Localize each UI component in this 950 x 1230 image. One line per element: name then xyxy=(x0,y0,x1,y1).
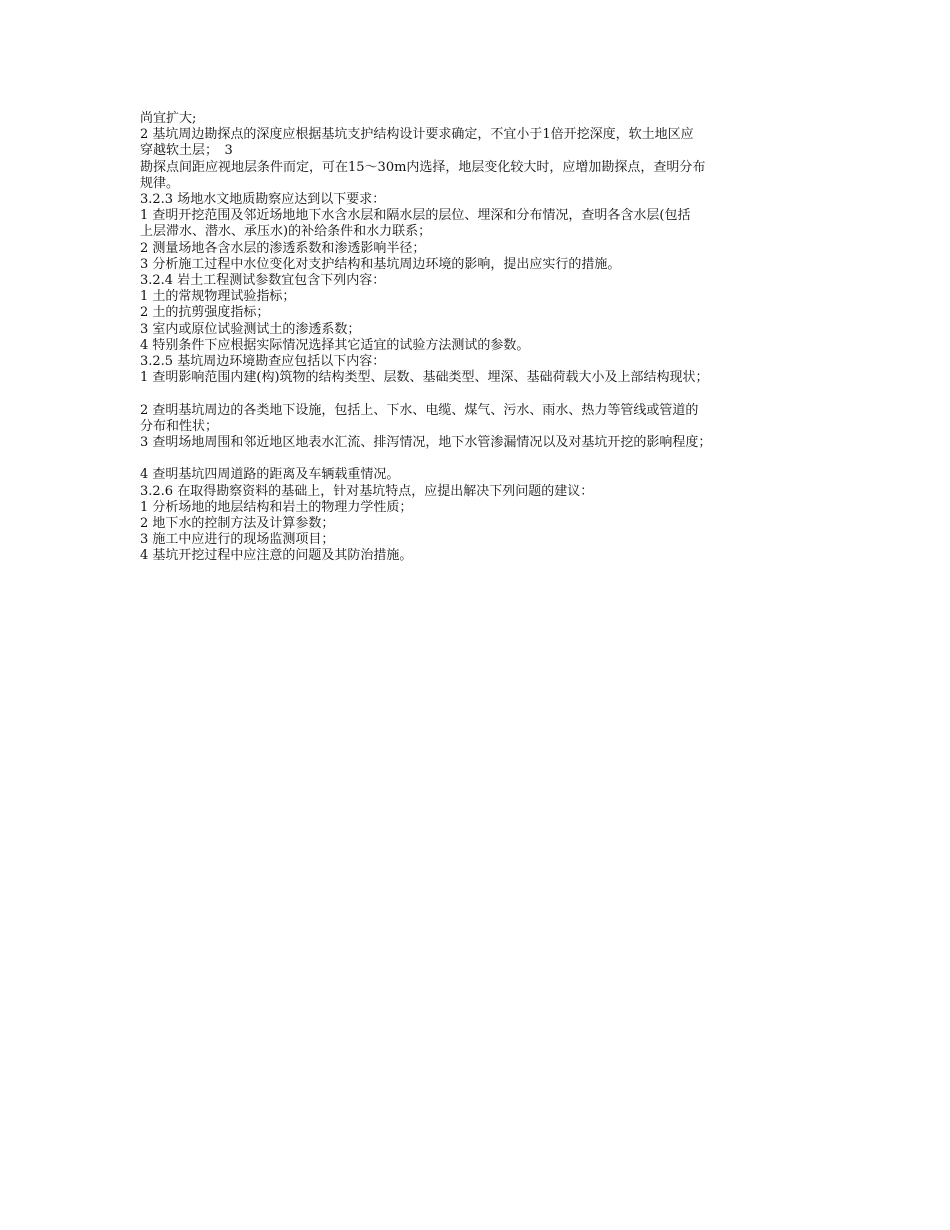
text-line: 1 分析场地的地层结构和岩土的物理力学性质； xyxy=(140,499,413,515)
blank-line xyxy=(140,451,820,467)
text-line: 穿越软土层； 3 xyxy=(140,143,233,159)
blank-line xyxy=(140,386,820,402)
text-line: 2 基坑周边勘探点的深度应根据基坑支护结构设计要求确定，不宜小于1倍开挖深度，软土地区应 xyxy=(140,127,694,143)
text-line: 4 查明基坑四周道路的距离及车辆载重情况。 xyxy=(140,467,400,483)
text-line: 尚宜扩大; xyxy=(140,111,197,126)
text-line: 1 查明开挖范围及邻近场地地下水含水层和隔水层的层位、埋深和分布情况，查明各含水层(包括 xyxy=(140,208,691,224)
text-line: 上层滞水、潜水、承压水)的补给条件和水力联系； xyxy=(140,224,432,240)
text-line: 3 分析施工过程中水位变化对支护结构和基坑周边环境的影响，提出应实行的措施。 xyxy=(140,256,621,272)
text-line: 2 地下水的控制方法及计算参数； xyxy=(140,516,335,532)
text-line: 勘探点间距应视地层条件而定，可在15～30m内选择，地层变化较大时，应增加勘探点，查明分布 xyxy=(140,159,706,175)
text-line: 1 查明影响范围内建(构)筑物的结构类型、层数、基础类型、埋深、基础荷载大小及上部结构现状； xyxy=(140,370,709,386)
text-line: 3 施工中应进行的现场监测项目； xyxy=(140,532,335,548)
text-line: 分布和性状； xyxy=(140,418,219,434)
text-line: 2 土的抗剪强度指标； xyxy=(140,305,270,321)
section-heading: 3.2.4 岩土工程测试参数宜包含下列内容： xyxy=(140,273,386,289)
text-line: 2 测量场地各含水层的渗透系数和渗透影响半径； xyxy=(140,240,426,256)
text-line: 4 基坑开挖过程中应注意的问题及其防治措施。 xyxy=(140,548,413,564)
text-line: 1 土的常规物理试验指标； xyxy=(140,289,296,305)
text-line: 3 室内或原位试验测试土的渗透系数； xyxy=(140,321,361,337)
document-body xyxy=(140,111,820,565)
section-heading: 3.2.6 在取得勘察资料的基础上，针对基坑特点，应提出解决下列问题的建议： xyxy=(140,483,594,499)
text-line: 2 查明基坑周边的各类地下设施，包括上、下水、电缆、煤气、污水、雨水、热力等管线或管道的 xyxy=(140,402,699,418)
text-line: 规律。 xyxy=(140,175,180,191)
text-line: 4 特别条件下应根据实际情况选择其它适宜的试验方法测试的参数。 xyxy=(140,337,530,353)
section-heading: 3.2.3 场地水文地质勘察应达到以下要求： xyxy=(140,192,386,208)
section-heading: 3.2.5 基坑周边环境勘查应包括以下内容： xyxy=(140,354,386,370)
text-line: 3 查明场地周围和邻近地区地表水汇流、排泻情况，地下水管渗漏情况以及对基坑开挖的影响程度； xyxy=(140,435,712,451)
